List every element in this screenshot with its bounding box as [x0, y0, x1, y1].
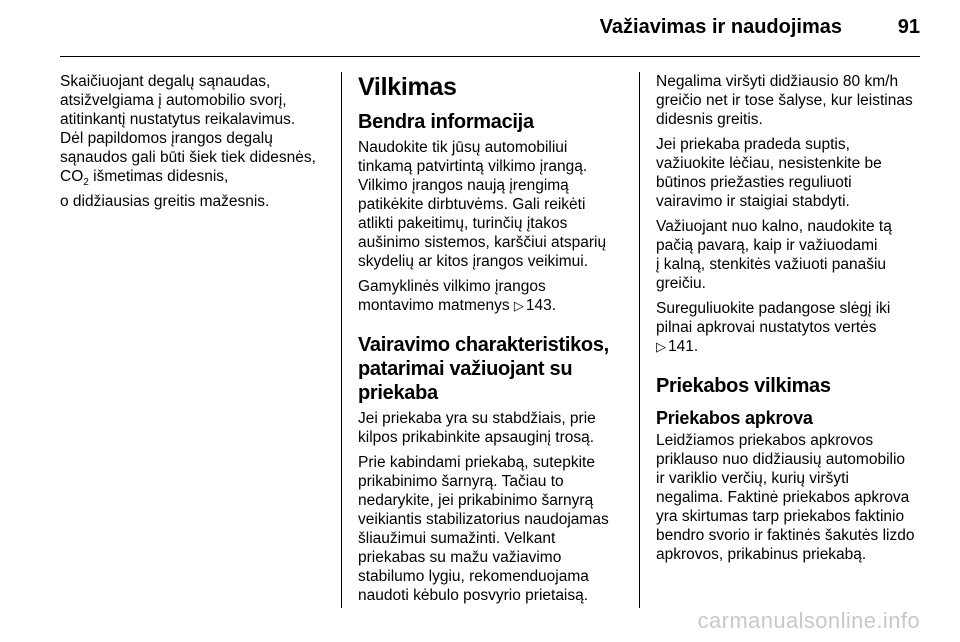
- reference-triangle-icon: ▷: [513, 298, 524, 313]
- text-line: Dėl papildomos įrangos degalų: [60, 130, 273, 147]
- page-reference[interactable]: 141.: [668, 338, 699, 355]
- text-line: pilnai apkrovai nustatytos vertės: [656, 319, 877, 336]
- header-rule: [60, 56, 920, 57]
- co2-label: CO: [60, 168, 84, 185]
- text-line: didesnis greitis.: [656, 111, 763, 128]
- text-line: apkrovos, prikabinus priekabą.: [656, 546, 867, 563]
- subsection-title-trailer-load: Priekabos apkrova: [656, 408, 813, 428]
- text-line: Vilkimo įrangos naują įrengimą: [358, 177, 569, 194]
- fuel-consumption-paragraph: [60, 72, 328, 189]
- downhill-driving-paragraph: [656, 217, 924, 293]
- text-line: pačią pavarą, kaip ir važiuodami: [656, 237, 878, 254]
- max-speed-paragraph: o didžiausias greitis mažesnis.: [60, 193, 270, 210]
- text-line: Skaičiuojant degalų sąnaudas,: [60, 73, 271, 90]
- page-number: 91: [897, 16, 920, 38]
- text-line: greičiu.: [656, 275, 706, 292]
- reference-triangle-icon: ▷: [656, 339, 666, 354]
- text-line: išmetimas didesnis,: [88, 168, 229, 185]
- heading-line: Vairavimo charakteristikos,: [358, 334, 609, 356]
- page-reference[interactable]: 143.: [525, 297, 557, 314]
- coupling-lubrication-paragraph: [358, 453, 626, 605]
- subsection-title-driving-characteristics: [358, 333, 626, 405]
- header-title: Važiavimas ir naudojimas: [599, 16, 842, 38]
- text-line: į kalną, stenkitės važiuoti panašiu: [656, 256, 887, 273]
- text-line: Negalima viršyti didžiausio 80 km/h: [656, 73, 899, 90]
- text-line: priekabas su mažu važiavimo: [358, 549, 562, 566]
- text-line: ir variklio verčių, kurių viršyti: [656, 470, 849, 487]
- text-line: naudoti kėbulo posvyrio prietaisą.: [358, 587, 589, 604]
- text-line: veikiantis stabilizatorius naudojamas: [358, 511, 609, 528]
- text-line: skydelių ar kitos įrangos veikimui.: [358, 253, 589, 270]
- column-3: [656, 72, 924, 570]
- text-line: prikabinimo šarnyrą. Tačiau to: [358, 473, 564, 490]
- trailer-sway-paragraph: [656, 135, 924, 211]
- mounting-dimensions-paragraph: [358, 277, 626, 315]
- tyre-pressure-paragraph: [656, 299, 924, 356]
- text-line: bendro svorio ir faktinės šakutės lizdo: [656, 527, 915, 544]
- text-line: būtinos priežasties reguliuoti: [656, 174, 852, 191]
- text-line: tinkamą patvirtintą vilkimo įrangą.: [358, 158, 588, 175]
- text-line: nedarykite, jei prikabinimo šarnyrą: [358, 492, 594, 509]
- text-line: atsižvelgiama į automobilio svorį,: [60, 92, 287, 109]
- text-line: stabilumo lygiu, rekomenduojama: [358, 568, 589, 585]
- text-line: Sureguliuokite padangose slėgį iki: [656, 300, 891, 317]
- text-line: patikėkite dirbtuvėms. Gali reikėti: [358, 196, 586, 213]
- trailer-load-paragraph: [656, 431, 924, 564]
- text-line: šliaužimui sumažinti. Velkant: [358, 530, 556, 547]
- subsection-title-trailer-towing: Priekabos vilkimas: [656, 375, 831, 397]
- text-line: sąnaudos gali būti šiek tiek didesnės,: [60, 149, 316, 166]
- text-line: negalima. Faktinė priekabos apkrova: [656, 489, 910, 506]
- text-line: kilpos prikabinkite apsauginį trosą.: [358, 429, 595, 446]
- text-line: priklauso nuo didžiausių automobilio: [656, 451, 906, 468]
- column-1: [60, 72, 328, 217]
- co2-subscript: 2: [83, 177, 89, 189]
- text-line: yra skirtumas tarp priekabos faktinio: [656, 508, 905, 525]
- text-line: Važiuojant nuo kalno, naudokite tą: [656, 218, 892, 235]
- column-divider-right: [639, 72, 640, 608]
- text-line: atitinkantį nustatytus reikalavimus.: [60, 111, 296, 128]
- text-line: montavimo matmenys: [358, 297, 510, 314]
- text-line: aušinimo sistemos, karščiui atsparių: [358, 234, 607, 251]
- text-line: Jei priekaba pradeda suptis,: [656, 136, 850, 153]
- subsection-title-general: Bendra informacija: [358, 111, 534, 133]
- column-2: [358, 72, 626, 611]
- safety-cable-paragraph: [358, 409, 626, 447]
- text-line: Prie kabindami priekabą, sutepkite: [358, 454, 595, 471]
- heading-line: patarimai važiuojant su: [358, 358, 573, 380]
- text-line: Leidžiamos priekabos apkrovos: [656, 432, 874, 449]
- column-divider-left: [341, 72, 342, 608]
- towing-equipment-paragraph: [358, 138, 626, 271]
- text-line: važiuokite lėčiau, nesistenkite be: [656, 155, 882, 172]
- text-line: Naudokite tik jūsų automobiliui: [358, 139, 568, 156]
- text-line: Jei priekaba yra su stabdžiais, prie: [358, 410, 596, 427]
- watermark: carmanualsonline.info: [697, 608, 920, 633]
- speed-limit-paragraph: [656, 72, 924, 129]
- text-line: atlikti pakeitimų, turinčių įtakos: [358, 215, 568, 232]
- heading-line: priekaba: [358, 382, 438, 404]
- text-line: Gamyklinės vilkimo įrangos: [358, 278, 546, 295]
- text-line: vairavimo ir staigiai stabdyti.: [656, 193, 850, 210]
- section-title-towing: Vilkimas: [358, 73, 457, 101]
- text-line: greičio net ir tose šalyse, kur leistinas: [656, 92, 913, 109]
